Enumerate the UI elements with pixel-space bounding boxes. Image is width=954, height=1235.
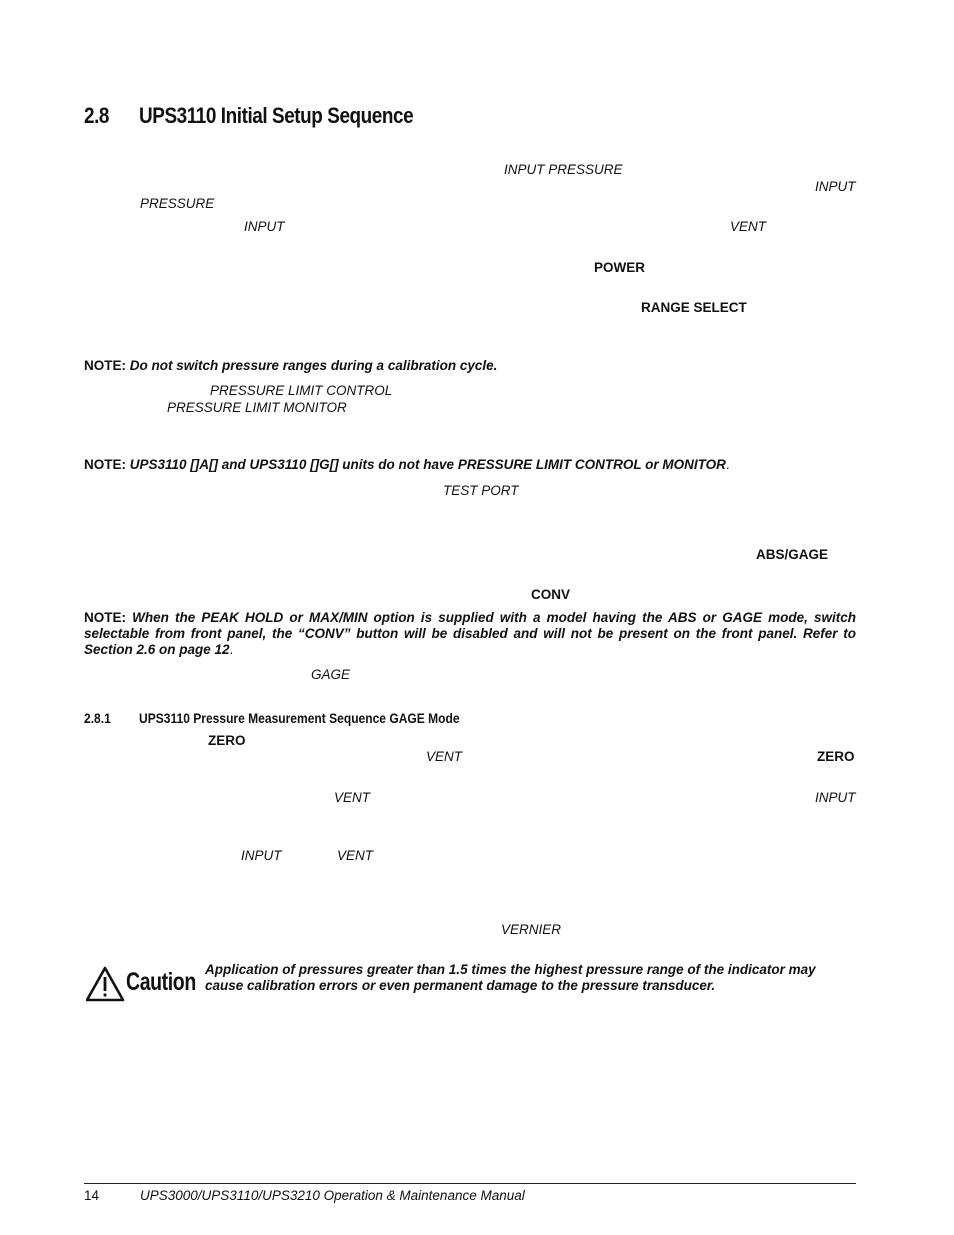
subsection-title: UPS3110 Pressure Measurement Sequence GAGE Mode: [139, 710, 460, 726]
subsection-number: 2.8.1: [84, 710, 111, 726]
label-input-pressure: INPUT PRESSURE: [504, 162, 623, 177]
footer-divider: [84, 1183, 856, 1184]
label-input: INPUT: [815, 790, 856, 805]
note-label: NOTE:: [84, 610, 126, 625]
note-label: NOTE:: [84, 457, 126, 472]
label-input: INPUT: [815, 179, 856, 194]
note-text: Do not switch pressure ranges during a calibration cycle.: [129, 358, 498, 373]
subsection-heading: [84, 710, 460, 726]
page-number: 14: [84, 1188, 100, 1203]
note-text: UPS3110 []A[] and UPS3110 []G[] units do not have PRESSURE LIMIT CONTROL or MONITOR: [129, 457, 726, 472]
footer-title: UPS3000/UPS3110/UPS3210 Operation & Maintenance Manual: [140, 1188, 525, 1203]
caution-label: Caution: [126, 968, 196, 996]
note-text: When the PEAK HOLD or MAX/MIN option is supplied with a model having the ABS or GAGE mode, switch selectable from front panel, the “CONV” button will be disabled and will not be present on the front panel. Refer to Section 2.6 on page 12: [84, 610, 856, 657]
section-heading: [84, 103, 413, 129]
note-range-switch: [84, 358, 497, 373]
label-power: POWER: [594, 260, 646, 275]
label-zero: ZERO: [208, 733, 246, 748]
note-peak-hold: [84, 610, 856, 658]
label-vent: VENT: [337, 848, 374, 863]
section-number: 2.8: [84, 103, 110, 128]
note-end: .: [229, 642, 234, 657]
label-conv: CONV: [531, 587, 571, 602]
label-vernier: VERNIER: [501, 922, 562, 937]
note-label: NOTE:: [84, 358, 126, 373]
label-pressure-limit-control: PRESSURE LIMIT CONTROL: [210, 383, 393, 398]
label-vent: VENT: [730, 219, 767, 234]
note-end: .: [725, 457, 730, 472]
label-test-port: TEST PORT: [443, 483, 519, 498]
label-pressure: PRESSURE: [140, 196, 215, 211]
label-zero: ZERO: [817, 749, 855, 764]
label-pressure-limit-monitor: PRESSURE LIMIT MONITOR: [167, 400, 347, 415]
label-range-select: RANGE SELECT: [641, 300, 747, 315]
label-abs-gage: ABS/GAGE: [756, 547, 829, 562]
note-units: [84, 457, 730, 472]
label-input: INPUT: [241, 848, 282, 863]
label-gage: GAGE: [311, 667, 351, 682]
label-vent: VENT: [334, 790, 371, 805]
label-vent: VENT: [426, 749, 463, 764]
label-input: INPUT: [244, 219, 285, 234]
caution-text: Application of pressures greater than 1.5 times the highest pressure range of the indicator may cause calibration errors or even permanent damage to the pressure transducer.: [205, 962, 816, 993]
section-title: UPS3110 Initial Setup Sequence: [139, 103, 414, 128]
